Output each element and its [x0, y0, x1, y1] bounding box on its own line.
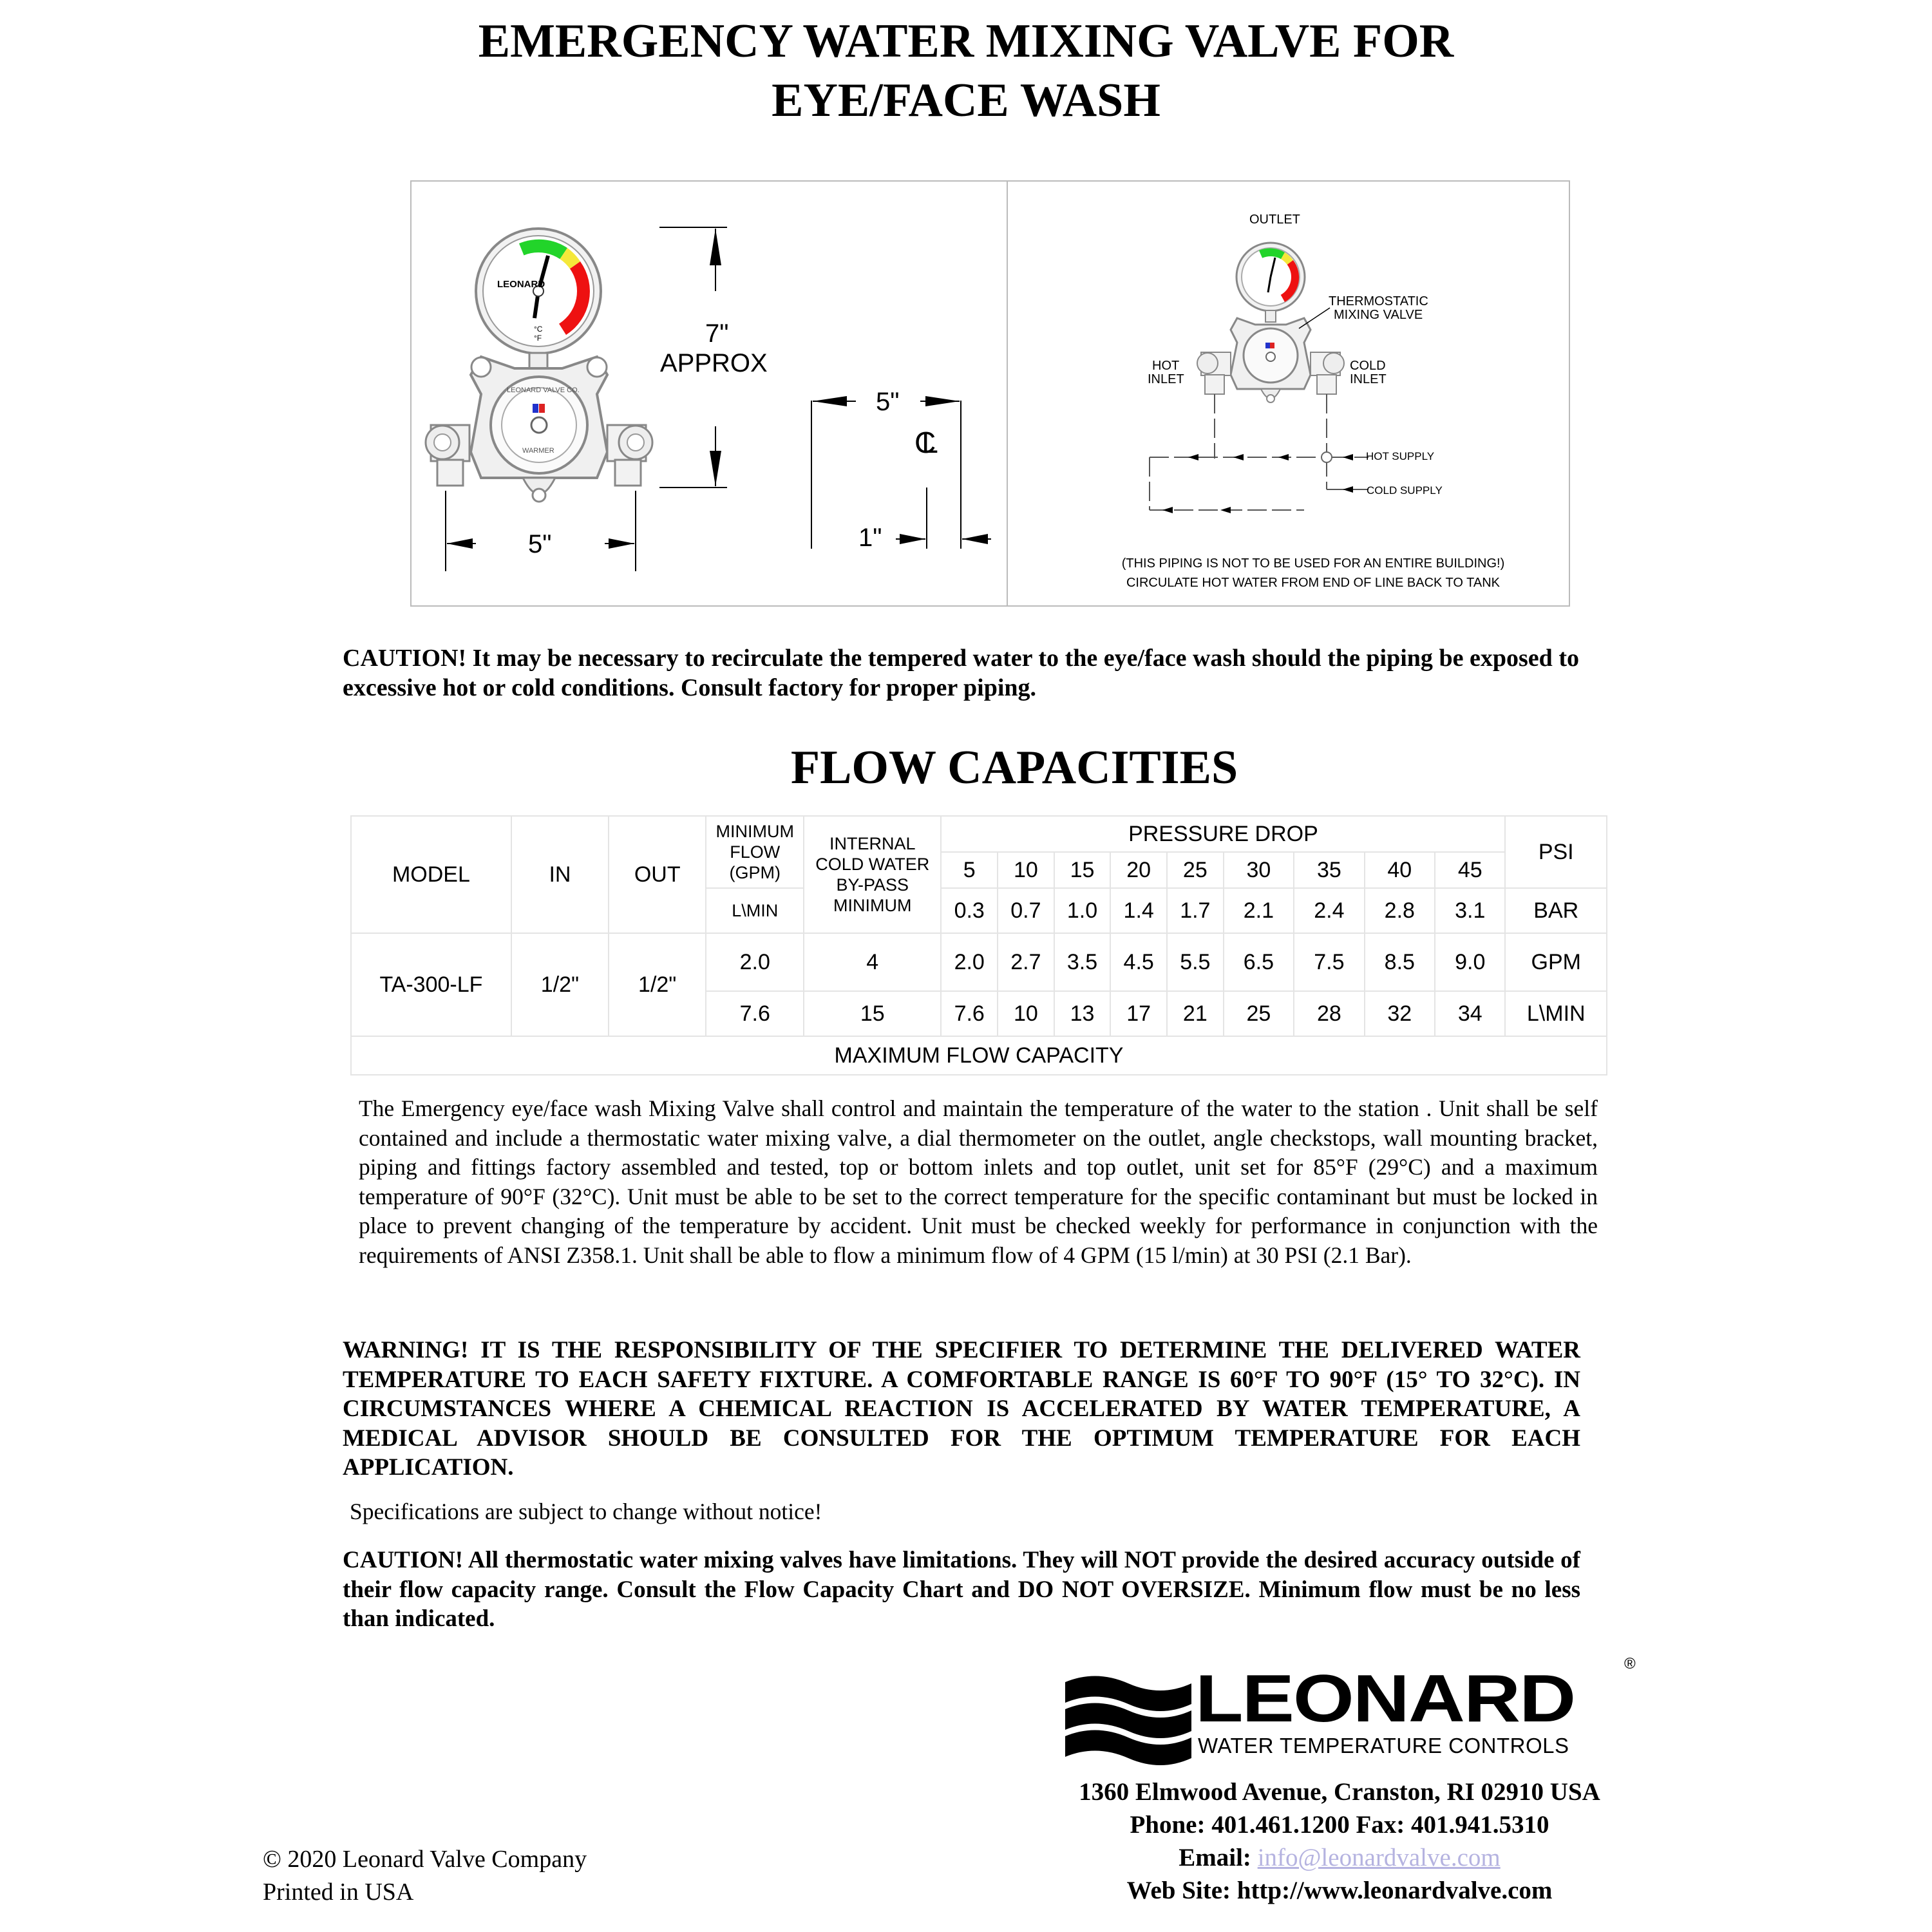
lmin-cell: 17	[1110, 991, 1167, 1036]
spec-change-notice: Specifications are subject to change without notice!	[350, 1499, 822, 1524]
pressure-drop-header: PRESSURE DROP	[941, 816, 1505, 852]
psi-cell: 5	[941, 852, 998, 888]
model-header: MODEL	[351, 816, 511, 933]
leonard-logo-word: LEONARD	[1195, 1661, 1575, 1736]
gpm-cell: 7.5	[1294, 933, 1364, 991]
min-flow-lmin-cell: 7.6	[706, 991, 804, 1036]
company-phone-fax: Phone: 401.461.1200 Fax: 401.941.5310	[1130, 1811, 1549, 1839]
leonard-wave-logo-icon	[1064, 1676, 1193, 1766]
dial-units-f: °F	[534, 334, 542, 343]
thermostatic-label-line2: MIXING VALVE	[1334, 308, 1423, 322]
bar-cell: 3.1	[1435, 888, 1505, 933]
outlet-label: OUTLET	[1249, 213, 1300, 227]
out-cell: 1/2"	[609, 933, 706, 1036]
valve-front-drawing	[412, 182, 1007, 605]
bar-cell: 1.4	[1110, 888, 1167, 933]
email-label: Email:	[1179, 1844, 1251, 1871]
company-email-line	[1043, 1841, 1636, 1874]
width-dimension-label: 5"	[528, 530, 552, 558]
gpm-cell: 5.5	[1167, 933, 1224, 991]
psi-cell: 25	[1167, 852, 1224, 888]
logo-tagline: WATER TEMPERATURE CONTROLS	[1198, 1734, 1569, 1757]
in-header: IN	[511, 816, 609, 933]
bar-label: BAR	[1505, 888, 1607, 933]
dial-brand-text: LEONARD	[497, 279, 545, 290]
diagram-panel	[410, 180, 1570, 607]
cold-inlet-label-line2: INLET	[1350, 372, 1387, 386]
company-address: 1360 Elmwood Avenue, Cranston, RI 02910 USA	[1079, 1778, 1600, 1806]
piping-note-line1: (THIS PIPING IS NOT TO BE USED FOR AN ENTIRE BUILDING!)	[1121, 556, 1505, 571]
cold-supply-label: COLD SUPPLY	[1367, 484, 1443, 497]
gpm-cell: 8.5	[1365, 933, 1435, 991]
warning-text: WARNING! IT IS THE RESPONSIBILITY OF THE SPECIFIER TO DETERMINE THE DELIVERED WATER TEMPERATURE TO EACH SAFETY FIXTURE. A COMFORTABLE RANGE IS 60°F TO 90°F (15° TO 32°C). IN CIRCUMSTANCES WHERE A CHEMICAL REACTION IS ACCELERATED BY WATER TEMPERATURE, A MEDICAL ADVISOR SHOULD BE CONSULTED FOR THE OPTIMUM TEMPERATURE FOR EACH APPLICATION.	[343, 1337, 1580, 1481]
hot-inlet-label-line2: INLET	[1148, 372, 1184, 386]
caution-limitations-text: CAUTION! All thermostatic water mixing valves have limitations. They will NOT provide the desired accuracy outside of their flow capacity range. Consult the Flow Capacity Chart and DO NOT OVERSIZE. Minimum flow must be no less than indicated.	[343, 1547, 1580, 1632]
lmin-cell: 7.6	[941, 991, 998, 1036]
height-dimension-value: 7"	[705, 319, 729, 348]
gpm-cell: 4.5	[1110, 933, 1167, 991]
hot-supply-label: HOT SUPPLY	[1366, 450, 1435, 462]
psi-label: PSI	[1505, 816, 1607, 888]
height-dimension-approx: APPROX	[660, 349, 768, 377]
lmin-cell: 21	[1167, 991, 1224, 1036]
printed-in-text: Printed in USA	[263, 1879, 414, 1906]
page-title-line2: EYE/FACE WASH	[772, 74, 1160, 127]
bar-cell: 2.4	[1294, 888, 1364, 933]
lmin-cell: 10	[998, 991, 1054, 1036]
cold-inlet-label-line1: COLD	[1350, 359, 1386, 373]
gpm-label: GPM	[1505, 933, 1607, 991]
min-flow-header: MINIMUM FLOW (GPM)	[706, 816, 804, 888]
lmin-label: L\MIN	[1505, 991, 1607, 1036]
lmin-cell: 32	[1365, 991, 1435, 1036]
lmin-cell: 13	[1054, 991, 1111, 1036]
lmin-cell: 34	[1435, 991, 1505, 1036]
max-flow-caption: MAXIMUM FLOW CAPACITY	[351, 1036, 1607, 1075]
piping-note-line2: CIRCULATE HOT WATER FROM END OF LINE BACK TO TANK	[1126, 576, 1501, 590]
thermostatic-label-line1: THERMOSTATIC	[1329, 294, 1428, 308]
gpm-cell: 2.7	[998, 933, 1054, 991]
right-checkstop	[607, 425, 652, 486]
gpm-cell: 9.0	[1435, 933, 1505, 991]
left-checkstop	[426, 425, 469, 486]
email-link[interactable]: info@leonardvalve.com	[1257, 1844, 1501, 1871]
psi-cell: 10	[998, 852, 1054, 888]
depth-dimension-label: 5"	[876, 388, 900, 416]
out-header: OUT	[609, 816, 706, 933]
lmin-cell: 25	[1224, 991, 1294, 1036]
min-flow-lmin-header: L\MIN	[706, 888, 804, 933]
gpm-cell: 6.5	[1224, 933, 1294, 991]
bypass-gpm-cell: 4	[804, 933, 941, 991]
hot-inlet-label-line1: HOT	[1152, 359, 1180, 373]
bar-cell: 0.3	[941, 888, 998, 933]
caution-recirculate-text: CAUTION! It may be necessary to recirculate the tempered water to the eye/face wash should the piping be exposed to excessive hot or cold conditions. Consult factory for proper piping.	[343, 645, 1579, 701]
flow-capacities-title: FLOW CAPACITIES	[790, 741, 1238, 794]
flow-capacity-table	[350, 815, 1607, 1075]
page-title-line1: EMERGENCY WATER MIXING VALVE FOR	[478, 15, 1454, 68]
bar-cell: 2.8	[1365, 888, 1435, 933]
min-flow-gpm-cell: 2.0	[706, 933, 804, 991]
valve-body	[471, 357, 607, 502]
psi-cell: 40	[1365, 852, 1435, 888]
valve-brand-text: LEONARD VALVE CO.	[507, 386, 580, 394]
piping-schematic-drawing	[1008, 182, 1568, 605]
specification-paragraph: The Emergency eye/face wash Mixing Valve shall control and maintain the temperature of the water to the station . Unit shall be self contained and include a thermostatic water mixing valve, a dial thermometer on the outlet, angle checkstops, wall mounting bracket, piping and fittings factory assembled and tested, top or bottom inlets and top outlet, unit set for 85°F (29°C) and a maximum temperature of 90°F (32°C). Unit must be able to be set to the correct temperature for the specific contaminant but must be locked in place to prevent changing of the temperature by accident. Unit must be checked weekly for performance in conjunction with the requirements of ANSI Z358.1. Unit shall be able to flow a minimum flow of 4 GPM (15 l/min) at 30 PSI (2.1 Bar).	[359, 1095, 1598, 1268]
offset-dimension-label: 1"	[858, 524, 882, 552]
psi-cell: 35	[1294, 852, 1364, 888]
psi-cell: 20	[1110, 852, 1167, 888]
centerline-symbol: CL	[914, 426, 924, 459]
bar-cell: 2.1	[1224, 888, 1294, 933]
valve-warmer-text: WARMER	[522, 447, 554, 455]
bypass-lmin-cell: 15	[804, 991, 941, 1036]
bar-cell: 1.0	[1054, 888, 1111, 933]
lmin-cell: 28	[1294, 991, 1364, 1036]
registered-mark: ®	[1624, 1655, 1636, 1672]
bar-cell: 0.7	[998, 888, 1054, 933]
psi-cell: 30	[1224, 852, 1294, 888]
dial-units-c: °C	[534, 325, 543, 334]
gpm-cell: 3.5	[1054, 933, 1111, 991]
bypass-header: INTERNAL COLD WATER BY-PASS MINIMUM	[804, 816, 941, 933]
gpm-cell: 2.0	[941, 933, 998, 991]
bar-cell: 1.7	[1167, 888, 1224, 933]
psi-cell: 15	[1054, 852, 1111, 888]
company-website: Web Site: http://www.leonardvalve.com	[1126, 1877, 1553, 1904]
in-cell: 1/2"	[511, 933, 609, 1036]
copyright-text: © 2020 Leonard Valve Company	[263, 1846, 587, 1873]
psi-cell: 45	[1435, 852, 1505, 888]
model-cell: TA-300-LF	[351, 933, 511, 1036]
